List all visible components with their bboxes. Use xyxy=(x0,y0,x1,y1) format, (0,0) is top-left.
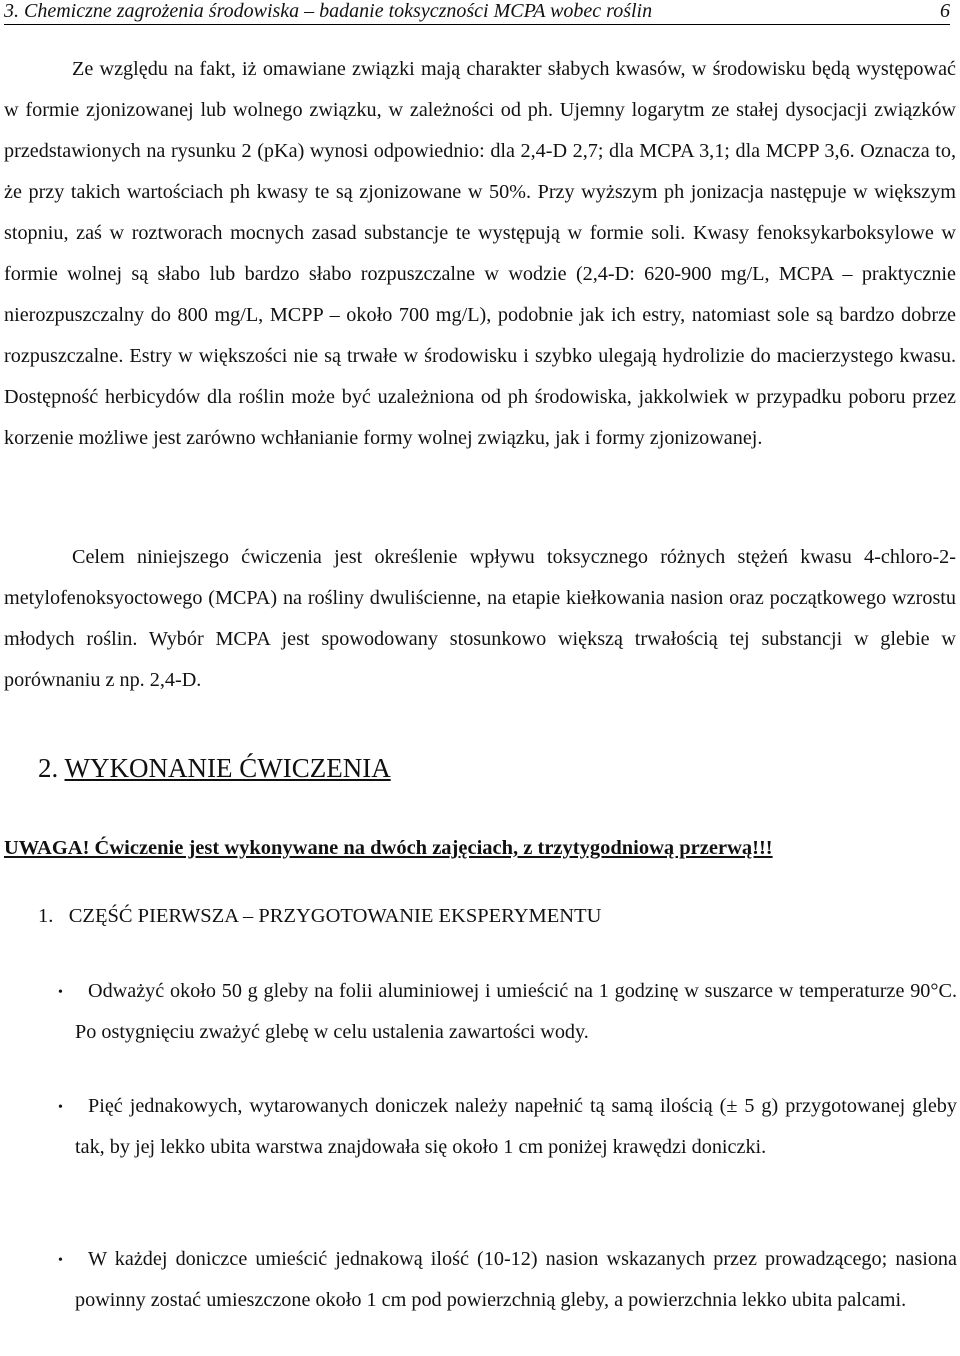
header-title: 3. Chemiczne zagrożenia środowiska – badanie toksyczności MCPA wobec roślin xyxy=(4,0,653,22)
section-number: 2. xyxy=(38,753,59,783)
subsection-heading xyxy=(38,901,601,931)
section-heading xyxy=(38,750,391,786)
step-item-3: W każdej doniczce umieścić jednakową ilość (10-12) nasion wskazanych przez prowadzącego; nasiona powinny zostać umieszczone około 1 cm pod powierzchnią gleby, a powierzchnia lekko ubita palcami. xyxy=(75,1248,957,1311)
bullet-icon: • xyxy=(58,1253,63,1268)
bullet-icon: • xyxy=(58,1100,63,1115)
page-number: 6 xyxy=(940,0,950,22)
subsection-title: CZĘŚĆ PIERWSZA – PRZYGOTOWANIE EKSPERYMENTU xyxy=(68,905,602,927)
step-item-2: Pięć jednakowych, wytarowanych doniczek należy napełnić tą samą ilością (± 5 g) przygotowanej gleby tak, by jej lekko ubita warstwa znajdowała się około 1 cm poniżej krawędzi doniczki. xyxy=(75,1095,957,1158)
step-item-1: Odważyć około 50 g gleby na folii aluminiowej i umieścić na 1 godzinę w suszarce w temperaturze 90°C. Po ostygnięciu zważyć glebę w celu ustalenia zawartości wody. xyxy=(75,980,957,1043)
warning-note: UWAGA! Ćwiczenie jest wykonywane na dwóch zajęciach, z trzytygodniową przerwą!!! xyxy=(4,837,773,859)
running-header xyxy=(4,0,950,25)
section-title: WYKONANIE ĆWICZENIA xyxy=(64,753,391,783)
subsection-number: 1. xyxy=(38,905,54,927)
bullet-icon: • xyxy=(58,985,63,1000)
intro-paragraph: Ze względu na fakt, iż omawiane związki mają charakter słabych kwasów, w środowisku będą występować w formie zjonizowanej lub wolnego związku, w zależności od ph. Ujemny logarytm ze stałej dysocjacji związków przedstawionych na rysunku 2 (pKa) wynosi odpowiednio: dla 2,4-D 2,7; dla MCPA 3,1; dla MCPP 3,6. Oznacza to, że przy takich wartościach ph kwasy te są zjonizowane w 50%. Przy wyższym ph jonizacja następuje w większym stopniu, zaś w roztworach mocnych zasad substancje te występują w formie soli. Kwasy fenoksykarboksylowe w formie wolnej są słabo lub bardzo słabo rozpuszczalne w wodzie (2,4-D: 620-900 mg/L, MCPA – praktycznie nierozpuszczalny do 800 mg/L, MCPP – około 700 mg/L), podobnie jak ich estry, natomiast sole są bardzo dobrze rozpuszczalne. Estry w większości nie są trwałe w środowisku i szybko ulegają hydrolizie do macierzystego kwasu. Dostępność herbicydów dla roślin może być uzależniona od ph środowiska, jakkolwiek w przypadku poboru przez korzenie możliwe jest zarówno wchłanianie formy wolnej związku, jak i formy zjonizowanej. xyxy=(4,58,956,449)
aim-paragraph: Celem niniejszego ćwiczenia jest określenie wpływu toksycznego różnych stężeń kwasu 4-chloro-2-metylofenoksyoctowego (MCPA) na rośliny dwuliścienne, na etapie kiełkowania nasion oraz początkowego wzrostu młodych roślin. Wybór MCPA jest spowodowany stosunkowo większą trwałością tej substancji w glebie w porównaniu z np. 2,4-D. xyxy=(4,546,956,691)
